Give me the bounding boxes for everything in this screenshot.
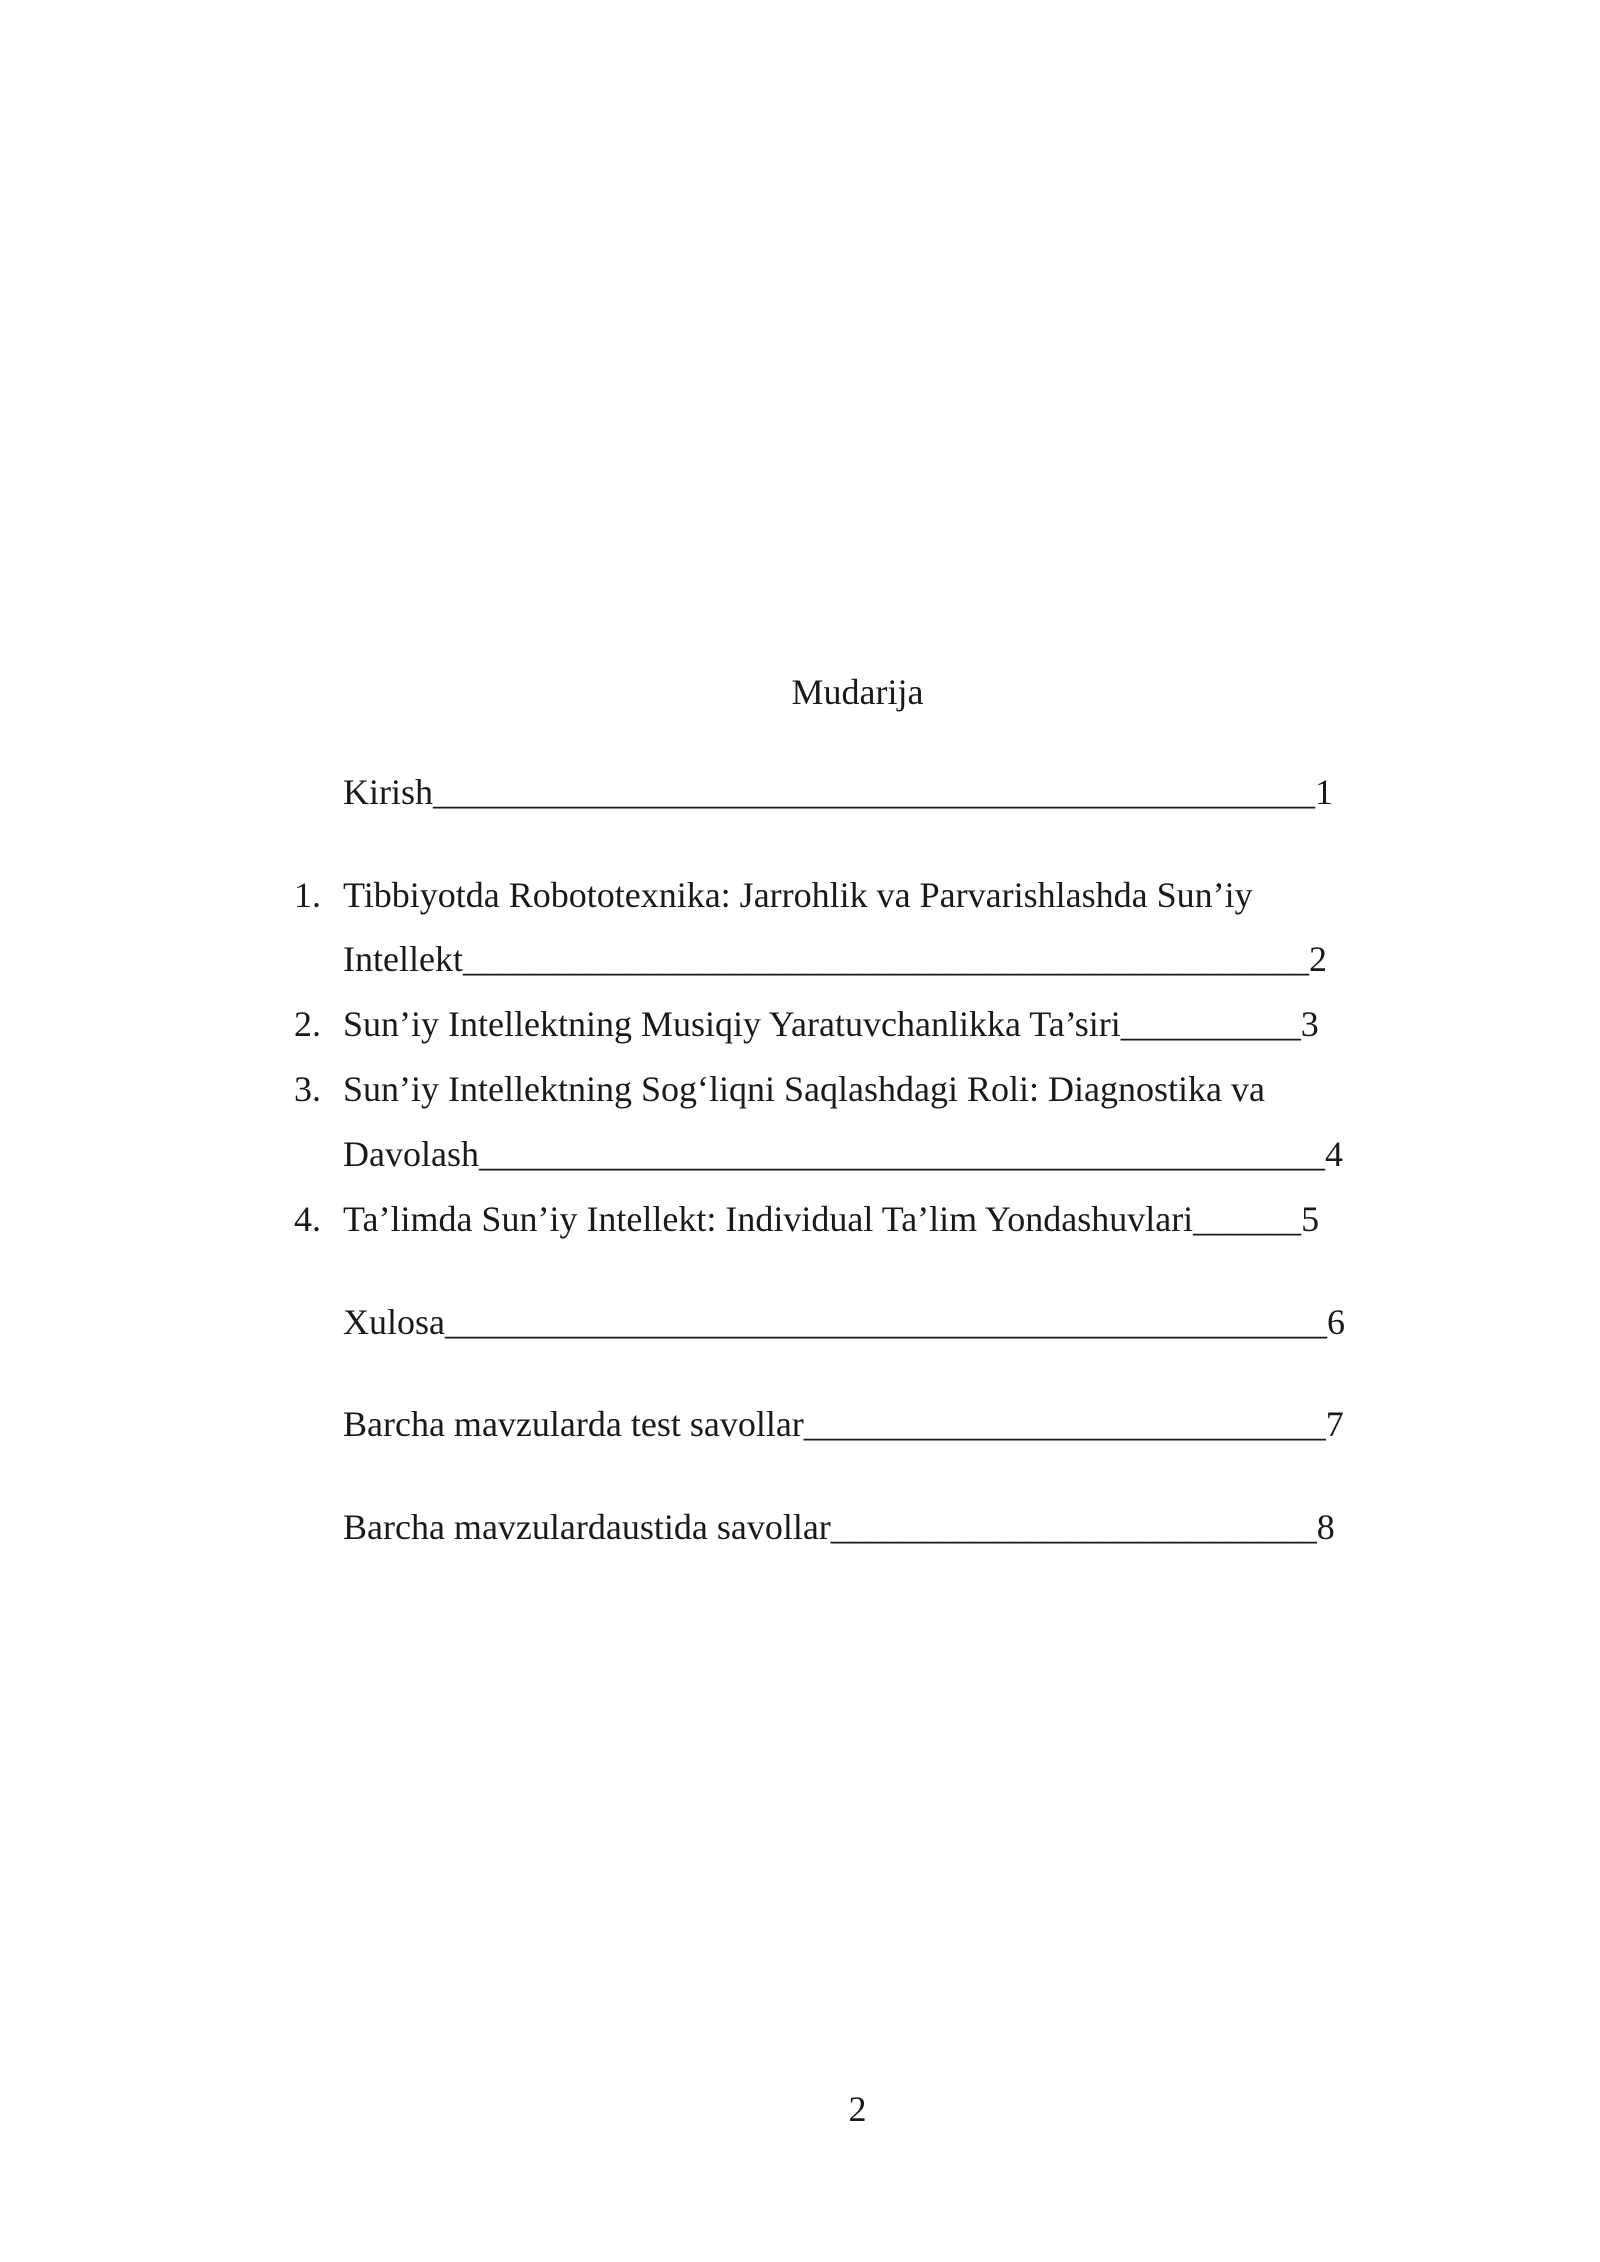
toc-entry-conclusion: Xulosa_________________________________________________6 <box>343 1302 1345 1342</box>
toc-entry-3-line-2: Davolash_______________________________________________4 <box>343 1134 1343 1174</box>
toc-entry-intro: Kirish_________________________________________________1 <box>343 772 1333 812</box>
page-number: 2 <box>848 2089 867 2129</box>
toc-item-number-1: 1. <box>294 875 321 915</box>
toc-entry-questions: Barcha mavzulardaustida savollar___________________________8 <box>343 1507 1335 1547</box>
toc-entry-tests: Barcha mavzularda test savollar_____________________________7 <box>343 1404 1344 1444</box>
page-title: Mudarija <box>791 672 924 712</box>
toc-entry-1-line-2: Intellekt_______________________________________________2 <box>343 939 1327 979</box>
toc-entry-3-line-1: Sun’iy Intellektning Sog‘liqni Saqlashdagi Roli: Diagnostika va <box>343 1069 1265 1109</box>
toc-item-number-2: 2. <box>294 1004 321 1044</box>
toc-item-number-4: 4. <box>294 1199 321 1239</box>
toc-entry-4: Ta’limda Sun’iy Intellekt: Individual Ta’lim Yondashuvlari______5 <box>343 1199 1320 1239</box>
toc-entry-1-line-1: Tibbiyotda Robototexnika: Jarrohlik va Parvarishlashda Sun’iy <box>343 875 1253 915</box>
toc-item-number-3: 3. <box>294 1069 321 1109</box>
toc-entry-2: Sun’iy Intellektning Musiqiy Yaratuvchanlikka Ta’siri__________3 <box>343 1004 1319 1044</box>
